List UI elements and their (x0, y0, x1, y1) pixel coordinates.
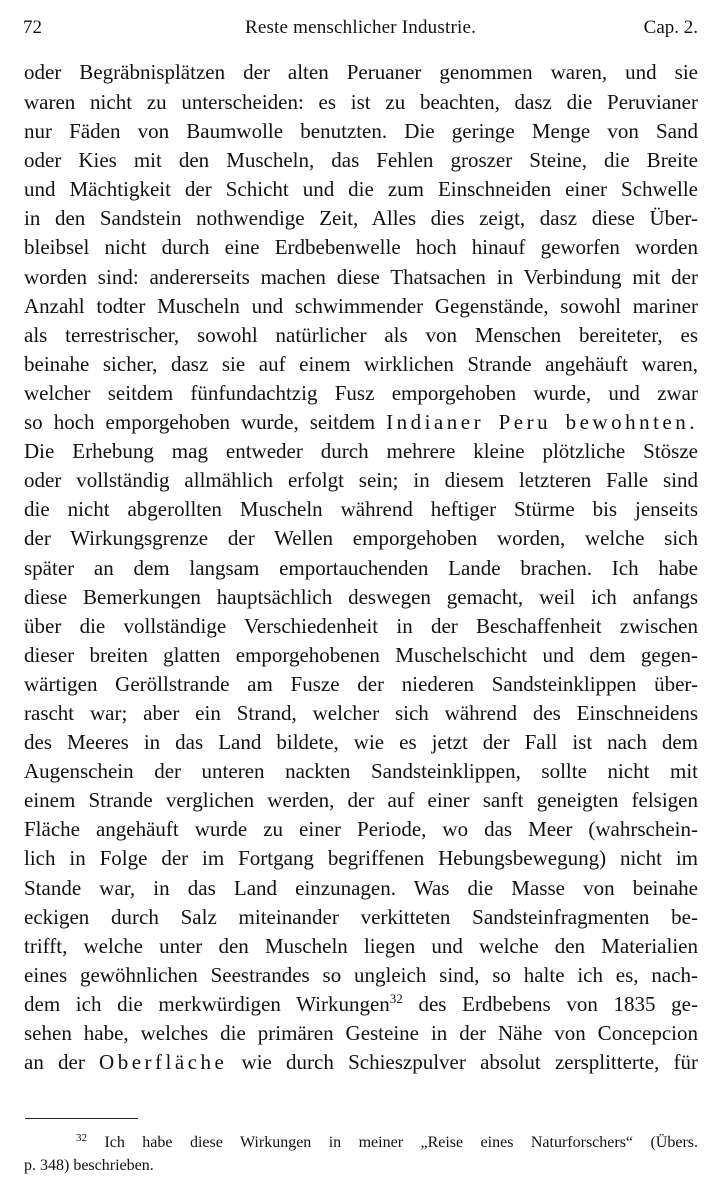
text-line: worden sind: andererseits machen diese Thatsachen in Verbindung mit der (24, 264, 698, 289)
text-line: nur Fäden von Baumwolle benutzten. Die geringe Menge von Sand (24, 119, 698, 144)
page-number: 72 (23, 17, 42, 38)
running-title: Reste menschlicher Industrie. (244, 17, 477, 38)
text-line: oder Kies mit den Muscheln, das Fehlen groszer Steine, die Breite (24, 148, 698, 173)
spaced-emphasis: Oberfläche (99, 1050, 228, 1075)
body-text (24, 58, 698, 1077)
text-line: trifft, welche unter den Muscheln liegen und welche den Materialien (24, 933, 698, 958)
text-line: oder vollständig allmählich erfolgt sein; in diesem letzteren Falle sind (24, 468, 698, 493)
text-line: wärtigen Geröllstrande am Fusze der niederen Sandsteinklippen über- (24, 671, 698, 696)
line-text: so hoch emporgehoben wurde, seitdem (24, 410, 376, 435)
text-line: diese Bemerkungen hauptsächlich deswegen gemacht, weil ich anfangs (24, 584, 698, 609)
text-line: später an dem langsam emportauchenden Lande brachen. Ich habe (24, 555, 698, 580)
text-line: eckigen durch Salz miteinander verkitteten Sandsteinfragmenten be- (24, 904, 698, 929)
text-line: Stande war, in das Land einzunagen. Was die Masse von beinahe (24, 875, 698, 900)
footnote-reference[interactable]: 32 (389, 990, 403, 1006)
text-line: der Wirkungsgrenze der Wellen emporgehoben worden, welche sich (24, 526, 698, 551)
text-line: einem Strande verglichen werden, der auf einer sanft geneigten felsigen (24, 788, 698, 813)
page-header (23, 17, 698, 47)
text-line: bleibsel nicht durch eine Erdbebenwelle hoch hinauf geworfen worden (24, 235, 698, 260)
footnote-line (24, 1131, 698, 1154)
text-line: beinahe sicher, dasz sie auf einem wirklichen Strande angehäuft waren, (24, 351, 698, 376)
text-line: rascht war; aber ein Strand, welcher sich während des Einschneidens (24, 700, 698, 725)
footnote-marker: 32 (76, 1132, 87, 1144)
text-line: lich in Folge der im Fortgang begriffenen Hebungsbewegung) nicht im (24, 846, 698, 871)
text-line: des Meeres in das Land bildete, wie es jetzt der Fall ist nach dem (24, 730, 698, 755)
text-line: Augenschein der unteren nackten Sandsteinklippen, sollte nicht mit (24, 759, 698, 784)
line-text: an der (24, 1050, 85, 1075)
text-line: waren nicht zu unterscheiden: es ist zu beachten, dasz die Peruvianer (24, 90, 698, 114)
footnote-line: p. 348) beschrieben. (24, 1157, 154, 1174)
text-line: eines gewöhnlichen Seestrandes so ungleich sind, so halte ich es, nach- (24, 962, 698, 987)
text-line-spaced (24, 408, 698, 437)
footnote-divider (25, 1118, 138, 1119)
text-line: welcher seitdem fünfundachtzig Fusz emporgehoben wurde, und zwar (24, 380, 698, 405)
footnote-text: Ich habe diese Wirkungen in meiner „Reise eines Naturforschers“ (Übers. (104, 1134, 699, 1151)
text-line: Die Erhebung mag entweder durch mehrere kleine plötzliche Stösze (24, 439, 698, 464)
text-line: in den Sandstein nothwendige Zeit, Alles dies zeigt, dasz diese Über- (24, 206, 698, 231)
footnote (24, 1131, 698, 1177)
line-text: des Erdbebens von 1835 ge- (418, 991, 698, 1016)
text-line: und Mächtigkeit der Schicht und die zum Einschneiden einer Schwelle (24, 177, 698, 202)
text-line: die nicht abgerollten Muscheln während heftiger Stürme bis jenseits (24, 497, 698, 522)
text-line: sehen habe, welches die primären Gesteine in der Nähe von Concepcion (24, 1021, 698, 1045)
text-line: Fläche angehäuft wurde zu einer Periode, wo das Meer (wahrschein- (24, 817, 698, 842)
spaced-emphasis: Indianer Peru bewohnten. (386, 410, 698, 435)
text-line: dieser breiten glatten emporgehobenen Muschelschicht und dem gegen- (24, 642, 698, 667)
text-line: oder Begräbnisplätzen der alten Peruaner genommen waren, und sie (24, 60, 698, 84)
text-line: Anzahl todter Muscheln und schwimmender Gegenstände, sowohl mariner (24, 293, 698, 318)
text-line-with-note (24, 990, 698, 1019)
line-text: wie durch Schieszpulver absolut zersplitterte, für (241, 1050, 698, 1075)
chapter-label: Cap. 2. (643, 17, 698, 38)
text-line: über die vollständige Verschiedenheit in der Beschaffenheit zwischen (24, 613, 698, 638)
line-text: dem ich die merkwürdigen Wirkungen (24, 991, 390, 1016)
text-line-spaced (24, 1048, 698, 1077)
text-line: als terrestrischer, sowohl natürlicher als von Menschen bereiteter, es (24, 322, 698, 347)
